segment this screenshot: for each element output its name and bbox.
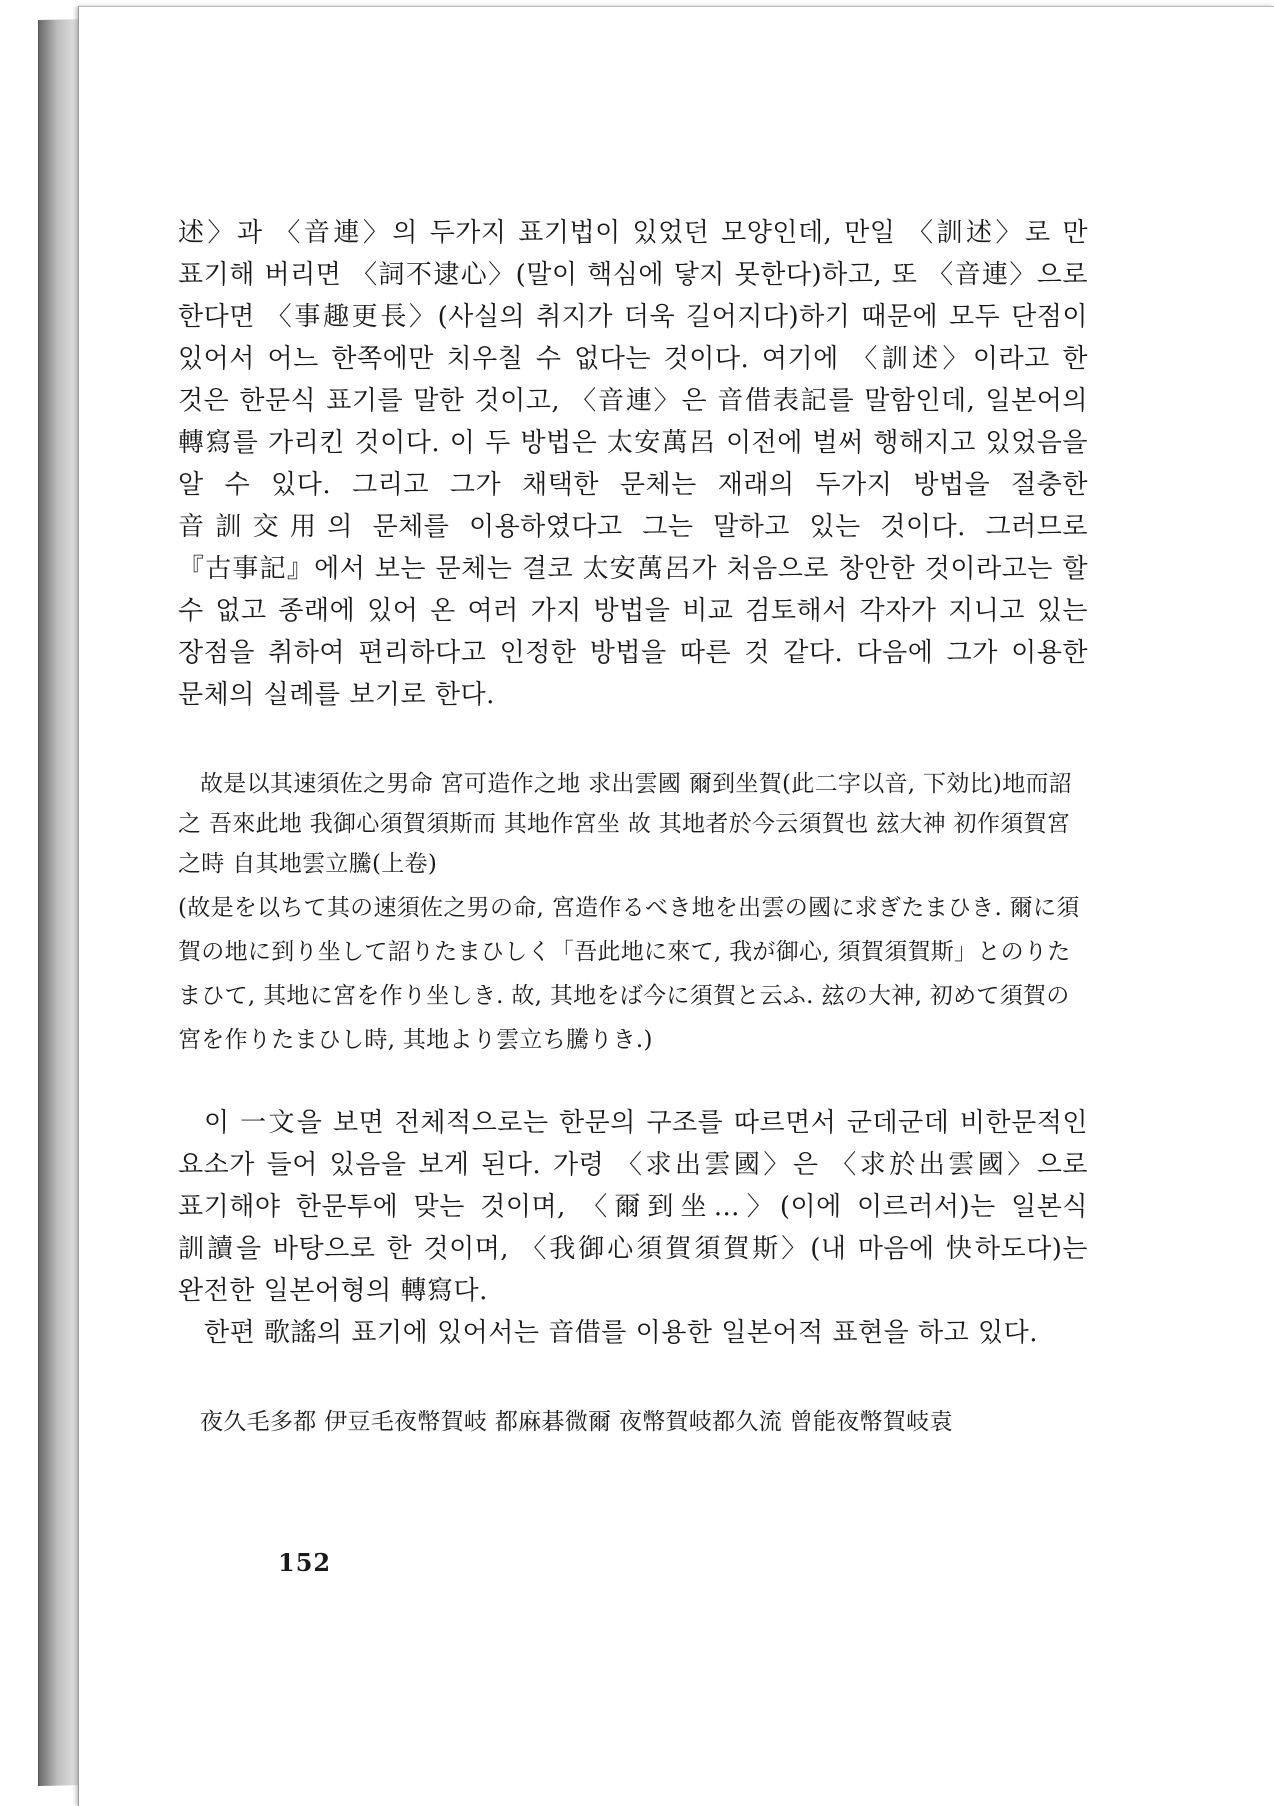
body-paragraph-3: 한편 歌謠의 표기에 있어서는 音借를 이용한 일본어적 표현을 하고 있다. bbox=[204, 1318, 1039, 1348]
page-content bbox=[178, 212, 1088, 1442]
quote-japanese-reading: (故是を以ちて其の速須佐之男の命, 宮造作るべき地を出雲の國に求ぎたまひき. 爾に須賀の地に到り坐して詔りたまひしく「吾此地に來て, 我が御心, 須賀須賀斯」とのりたまひて, 其地に宮を作り坐しき. 故, 其地をば今に須賀と云ふ. 玆の大神, 初めて須賀の宮を作りたまひし時, 其地より雲立ち騰りき.) bbox=[178, 895, 1080, 1053]
poem-quote: 夜久毛多都 伊豆毛夜幣賀岐 都麻碁微爾 夜幣賀岐都久流 曾能夜幣賀岐袁 bbox=[200, 1409, 953, 1435]
page-number: 152 bbox=[278, 1548, 332, 1577]
book-page-edges bbox=[38, 19, 80, 1786]
quoted-passage bbox=[178, 764, 1088, 1062]
body-paragraph-1: 述〉과 〈音連〉의 두가지 표기법이 있었던 모양인데, 만일 〈訓述〉로 만 표기해 버리면 〈詞不逮心〉(말이 핵심에 닿지 못한다)하고, 또 〈音連〉으로 한다면 〈事趣更長〉(사실의 취지가 더욱 길어지다)하기 때문에 모두 단점이 있어서 어느 한쪽에만 치우칠 수 없다는 것이다. 여기에 〈訓述〉이라고 한 것은 한문식 표기를 말한 것이고, 〈音連〉은 音借表記를 말함인데, 일본어의 轉寫를 가리킨 것이다. 이 두 방법은 太安萬呂 이전에 벌써 행해지고 있었음을 알 수 있다. 그리고 그가 채택한 문체는 재래의 두가지 방법을 절충한 音訓交用의 문체를 이용하였다고 그는 말하고 있는 것이다. 그러므로 『古事記』에서 보는 문체는 결코 太安萬呂가 처음으로 창안한 것이라고는 할 수 없고 종래에 있어 온 여러 가지 방법을 비교 검토해서 각자가 지니고 있는 장점을 취하여 편리하다고 인정한 방법을 따른 것 같다. 다음에 그가 이용한 문체의 실례를 보기로 한다. bbox=[178, 218, 1088, 710]
body-paragraph-2: 이 一文을 보면 전체적으로는 한문의 구조를 따르면서 군데군데 비한문적인 요소가 들어 있음을 보게 된다. 가령 〈求出雲國〉은 〈求於出雲國〉으로 표기해야 한문투에 맞는 것이며, 〈爾到坐…〉(이에 이르러서)는 일본식 訓讀을 바탕으로 한 것이며, 〈我御心須賀須賀斯〉(내 마음에 快하도다)는 완전한 일본어형의 轉寫다. bbox=[178, 1108, 1088, 1306]
quote-kanbun-text: 故是以其速須佐之男命 宮可造作之地 求出雲國 爾到坐賀(此二字以音, 下効比)地而詔之 吾來此地 我御心須賀須斯而 其地作宮坐 故 其地者於今云須賀也 玆大神 初作須賀宮之時 自其地雲立騰(上卷) bbox=[178, 771, 1073, 877]
